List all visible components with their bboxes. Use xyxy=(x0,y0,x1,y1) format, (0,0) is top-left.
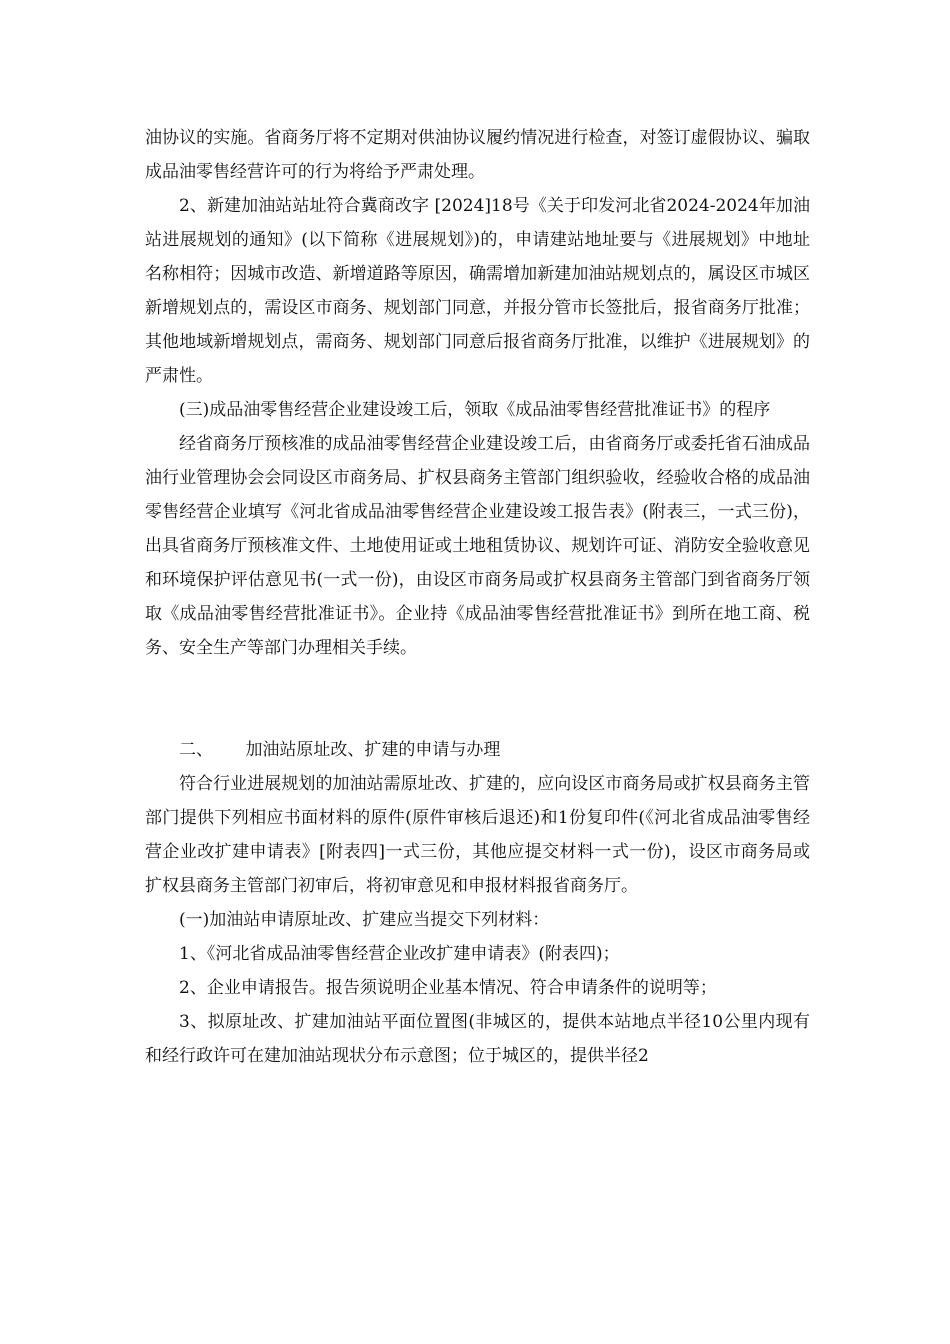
blank-line xyxy=(145,699,810,733)
blank-line xyxy=(145,665,810,699)
subsection-heading-1: (一)加油站申请原址改、扩建应当提交下列材料： xyxy=(179,910,550,930)
document-page xyxy=(145,121,810,1073)
section-heading-2 xyxy=(145,733,810,767)
subsection-heading-3: (三)成品油零售经营企业建设竣工后，领取《成品油零售经营批准证书》的程序 xyxy=(179,400,771,420)
list-item-1: 1、《河北省成品油零售经营企业改扩建申请表》(附表四)； xyxy=(179,944,620,964)
paragraph-continuation: 油协议的实施。省商务厅将不定期对供油协议履约情况进行检查，对签订虚假协议、骗取成品油零售经营许可的行为将给予严肃处理。 xyxy=(145,128,810,182)
list-item-3: 3、拟原址改、扩建加油站平面位置图(非城区的，提供本站地点半径10公里内现有和经行政许可在建加油站现状分布示意图；位于城区的，提供半径2 xyxy=(145,1012,810,1066)
section-title: 加油站原址改、扩建的申请与办理 xyxy=(245,740,501,760)
paragraph-completion-procedure: 经省商务厅预核准的成品油零售经营企业建设竣工后，由省商务厅或委托省石油成品油行业管理协会会同设区市商务局、扩权县商务主管部门组织验收，经验收合格的成品油零售经营企业填写《河北省成品油零售经营企业建设竣工报告表》(附表三，一式三份)，出具省商务厅预核准文件、土地使用证或土地租赁协议、规划许可证、消防安全验收意见和环境保护评估意见书(一式一份)，由设区市商务局或扩权县商务主管部门到省商务厅领取《成品油零售经营批准证书》。企业持《成品油零售经营批准证书》到所在地工商、税务、安全生产等部门办理相关手续。 xyxy=(145,434,810,658)
paragraph-item-2: 2、新建加油站站址符合冀商改字 [2024]18号《关于印发河北省2024-2024年加油站进展规划的通知》(以下简称《进展规划》)的，申请建站地址要与《进展规划》中地址名称相符；因城市改造、新增道路等原因，确需增加新建加油站规划点的，属设区市城区新增规划点的，需设区市商务、规划部门同意，并报分管市长签批后，报省商务厅批准；其他地域新增规划点，需商务、规划部门同意后报省商务厅批准，以维护《进展规划》的严肃性。 xyxy=(145,196,810,386)
section-number: 二、 xyxy=(179,740,213,760)
paragraph-renovation-intro: 符合行业进展规划的加油站需原址改、扩建的，应向设区市商务局或扩权县商务主管部门提供下列相应书面材料的原件(原件审核后退还)和1份复印件(《河北省成品油零售经营企业改扩建申请表》[附表四]一式三份，其他应提交材料一式一份)，设区市商务局或扩权县商务主管部门初审后，将初审意见和申报材料报省商务厅。 xyxy=(145,774,810,896)
list-item-2: 2、企业申请报告。报告须说明企业基本情况、符合申请条件的说明等； xyxy=(179,978,717,998)
